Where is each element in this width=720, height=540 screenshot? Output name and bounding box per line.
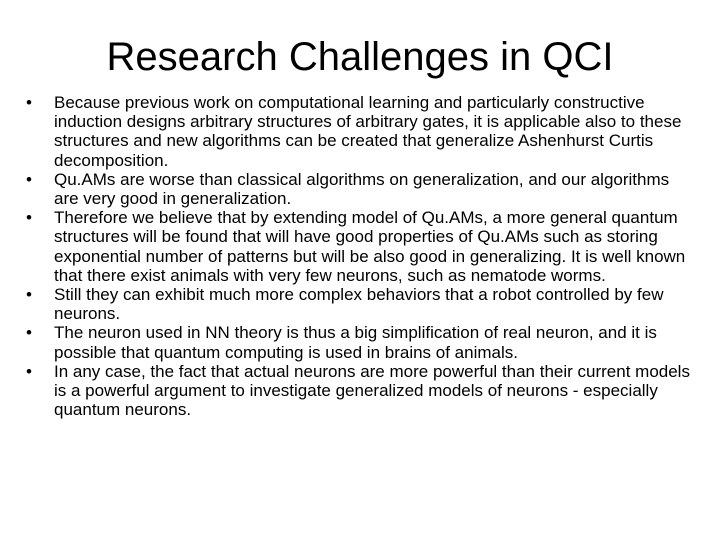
bullet-text: Still they can exhibit much more complex behaviors that a robot controlled by few neurons. <box>54 285 664 324</box>
bullet-item <box>26 285 698 323</box>
bullet-item <box>26 170 698 208</box>
bullet-marker: • <box>26 169 32 189</box>
bullet-text: The neuron used in NN theory is thus a big simplification of real neuron, and it is possible that quantum computing is used in brains of animals. <box>54 323 657 362</box>
bullet-marker: • <box>26 208 32 228</box>
slide-title: Research Challenges in QCI <box>106 34 614 79</box>
bullet-text: Because previous work on computational learning and particularly constructive induction designs arbitrary structures of arbitrary gates, it is applicable also to these structures and new algorithms can be created that generalize Ashenhurst Curtis decomposition. <box>54 93 682 170</box>
bullet-text: In any case, the fact that actual neurons are more powerful than their current models is a powerful argument to investigate generalized models of neurons - especially quantum neurons. <box>54 361 690 420</box>
bullet-marker: • <box>26 361 32 381</box>
bullet-item <box>26 93 698 170</box>
bullet-text: Qu.AMs are worse than classical algorithms on generalization, and our algorithms are very good in generalization. <box>54 169 670 209</box>
bullet-marker: • <box>26 285 32 305</box>
bullet-item <box>26 208 698 285</box>
bullet-marker: • <box>26 93 32 112</box>
bullet-list <box>26 93 698 419</box>
bullet-text: Therefore we believe that by extending model of Qu.AMs, a more general quantum structures will be found that will have good properties of Qu.AMs such as storing exponential number of patterns but will be also good in generalizing. It is well known that there exist animals with very few neurons, such as nematode worms. <box>54 208 686 285</box>
bullet-item <box>26 323 698 361</box>
bullet-item <box>26 362 698 420</box>
bullet-marker: • <box>26 323 32 343</box>
